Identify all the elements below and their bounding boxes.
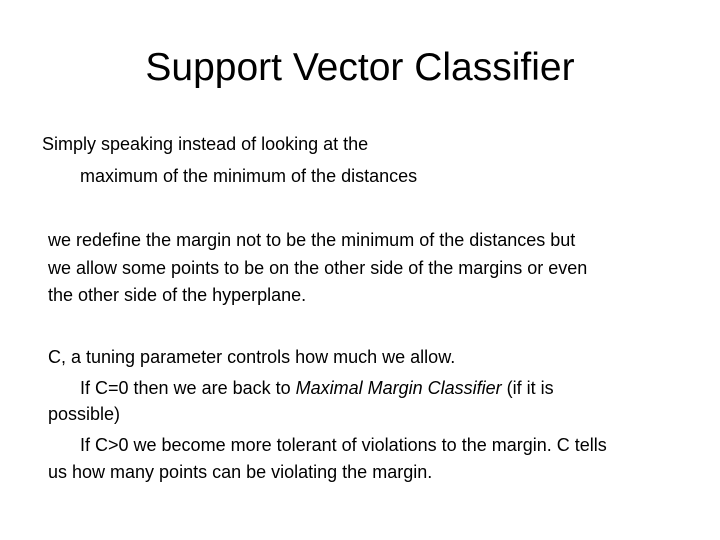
intro-line-1: Simply speaking instead of looking at the — [42, 134, 369, 154]
maximal-margin-classifier-term: Maximal Margin Classifier — [295, 378, 502, 398]
paragraph-3-line-4: If C>0 we become more tolerant of violations to the margin. C tells — [80, 435, 607, 455]
paragraph-3-line-1: C, a tuning parameter controls how much we allow. — [48, 347, 456, 367]
paragraph-2-line-3: the other side of the hyperplane. — [48, 285, 307, 305]
paragraph-2-line-1: we redefine the margin not to be the minimum of the distances but — [48, 230, 576, 250]
paragraph-3-line-3: possible) — [48, 404, 121, 424]
intro-line-2: maximum of the minimum of the distances — [80, 166, 418, 186]
c-zero-text: If C=0 then we are back to — [80, 378, 296, 398]
c-zero-suffix: (if it is — [501, 378, 554, 398]
paragraph-3-line-2 — [80, 376, 554, 400]
paragraph-2-line-2: we allow some points to be on the other side of the margins or even — [48, 258, 588, 278]
slide-title: Support Vector Classifier — [145, 46, 575, 89]
paragraph-3-line-5: us how many points can be violating the margin. — [48, 462, 433, 482]
